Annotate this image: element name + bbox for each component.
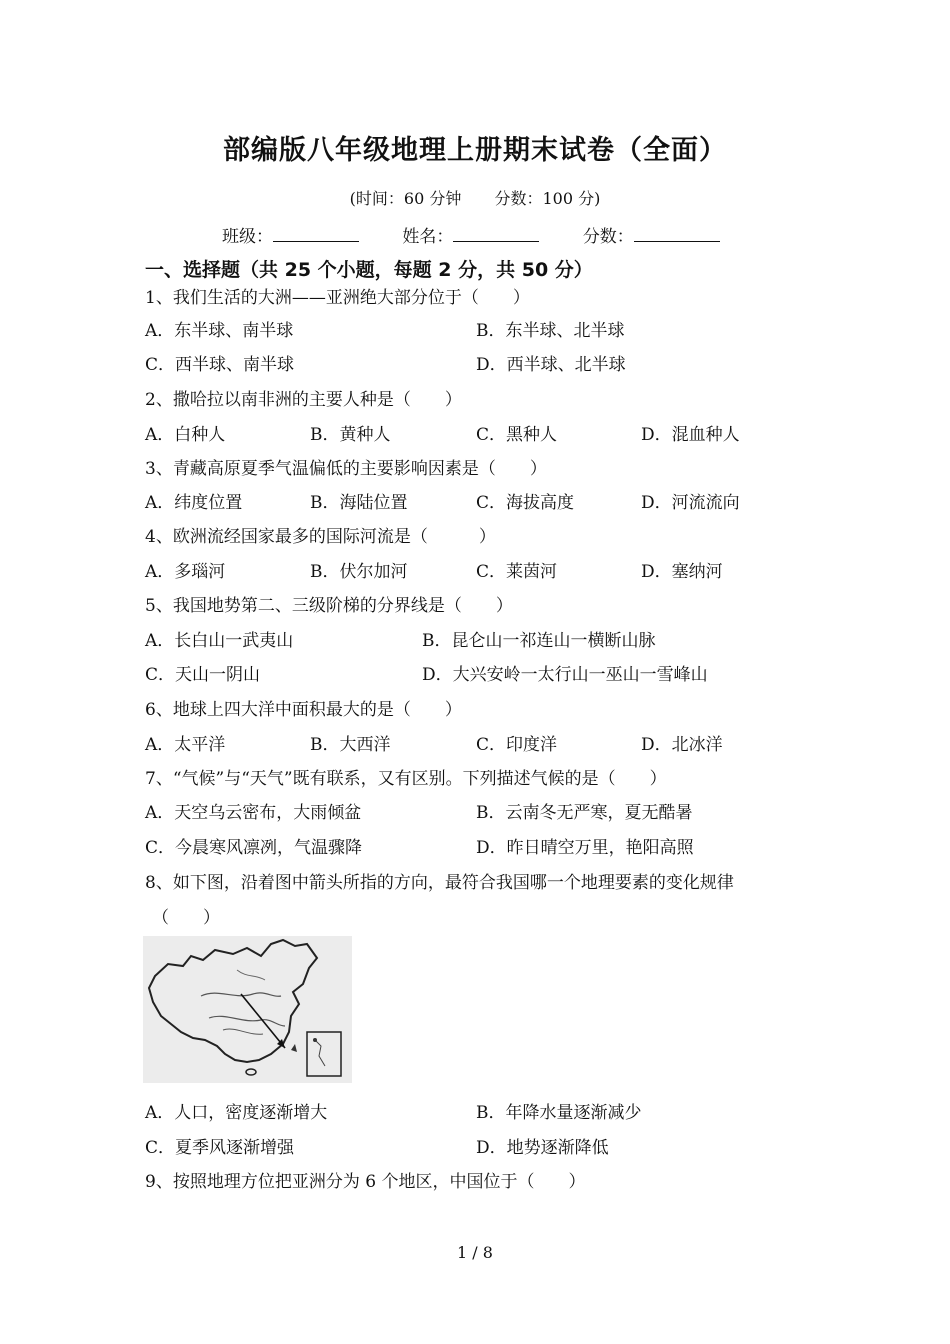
option-7b: B．云南冬无严寒，夏无酷暑	[476, 803, 693, 823]
option-8a: A．人口，密度逐渐增大	[145, 1103, 328, 1123]
option-1b: B．东半球、北半球	[476, 321, 625, 341]
option-2b: B．黄种人	[310, 425, 391, 445]
option-6d: D．北冰洋	[641, 735, 723, 755]
option-3c: C．海拔高度	[476, 493, 575, 513]
class-label: 班级：	[222, 227, 273, 247]
score-label: 分数：	[582, 227, 634, 247]
time-limit: (时间：60 分钟	[349, 189, 462, 208]
question-9: 9、按照地理方位把亚洲分为 6 个地区，中国位于（ ）	[145, 1172, 586, 1192]
option-4c: C．莱茵河	[476, 562, 558, 582]
question-2: 2、撒哈拉以南非洲的主要人种是（ ）	[145, 390, 462, 410]
name-blank[interactable]	[453, 227, 539, 242]
option-3b: B．海陆位置	[310, 493, 408, 513]
option-4d: D．塞纳河	[641, 562, 723, 582]
option-7a: A．天空乌云密布，大雨倾盆	[145, 803, 362, 823]
question-8: 8、如下图，沿着图中箭头所指的方向，最符合我国哪一个地理要素的变化规律	[145, 873, 734, 893]
option-6a: A．太平洋	[145, 735, 226, 755]
option-6c: C．印度洋	[476, 735, 558, 755]
name-field	[402, 222, 539, 247]
question-7: 7、“气候”与“天气”既有联系，又有区别。下列描述气候的是（ ）	[145, 769, 667, 789]
option-5d: D．大兴安岭一太行山一巫山一雪峰山	[422, 665, 708, 685]
student-info-row	[222, 222, 758, 247]
question-1: 1、我们生活的大洲——亚洲绝大部分位于（ ）	[145, 288, 530, 308]
option-5a: A．长白山一武夷山	[145, 631, 294, 651]
option-8c: C．夏季风逐渐增强	[145, 1138, 295, 1158]
option-6b: B．大西洋	[310, 735, 391, 755]
question-4: 4、欧洲流经国家最多的国际河流是（ ）	[145, 527, 496, 547]
name-label: 姓名：	[402, 227, 454, 247]
option-7d: D．昨日晴空万里，艳阳高照	[476, 838, 694, 858]
class-blank[interactable]	[273, 227, 359, 242]
page-number: 1 / 8	[457, 1243, 493, 1262]
section-heading: 一、选择题（共 25 个小题，每题 2 分，共 50 分）	[145, 259, 593, 281]
option-1a: A．东半球、南半球	[145, 321, 294, 341]
score-blank[interactable]	[634, 227, 720, 242]
total-score: 分数：100 分)	[494, 189, 601, 208]
china-map-icon	[143, 936, 352, 1083]
option-7c: C．今晨寒风凛冽，气温骤降	[145, 838, 363, 858]
option-4a: A．多瑙河	[145, 562, 226, 582]
option-2d: D．混血种人	[641, 425, 740, 445]
china-map-figure	[143, 936, 352, 1083]
option-3a: A．纬度位置	[145, 493, 243, 513]
option-1c: C．西半球、南半球	[145, 355, 295, 375]
option-2a: A．白种人	[145, 425, 226, 445]
option-8b: B．年降水量逐渐减少	[476, 1103, 642, 1123]
option-2c: C．黑种人	[476, 425, 558, 445]
option-1d: D．西半球、北半球	[476, 355, 626, 375]
question-8-blank: （ ）	[152, 908, 220, 928]
option-4b: B．伏尔加河	[310, 562, 408, 582]
question-3: 3、青藏高原夏季气温偏低的主要影响因素是（ ）	[145, 459, 547, 479]
question-6: 6、地球上四大洋中面积最大的是（ ）	[145, 700, 462, 720]
exam-meta	[0, 186, 950, 209]
question-5: 5、我国地势第二、三级阶梯的分界线是（ ）	[145, 596, 513, 616]
class-field	[222, 222, 359, 247]
option-3d: D．河流流向	[641, 493, 740, 513]
option-8d: D．地势逐渐降低	[476, 1138, 609, 1158]
option-5c: C．天山一阴山	[145, 665, 261, 685]
score-field	[583, 222, 720, 247]
page-title: 部编版八年级地理上册期末试卷（全面）	[223, 135, 727, 166]
option-5b: B．昆仑山一祁连山一横断山脉	[422, 631, 656, 651]
